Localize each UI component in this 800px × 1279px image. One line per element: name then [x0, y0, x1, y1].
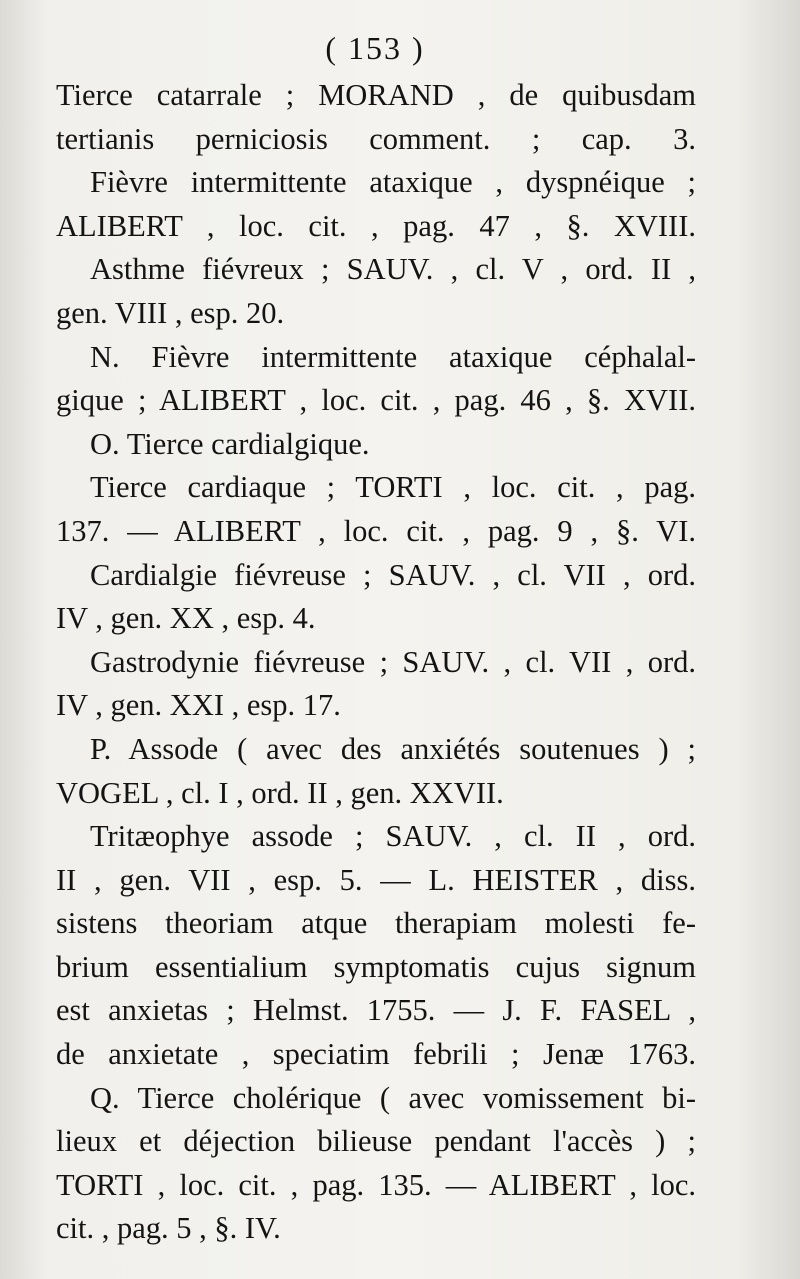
text-line: N. Fièvre intermittente ataxique céphalal- [90, 339, 696, 374]
text-line: Asthme fiévreux ; SAUV. , cl. V , ord. II , [90, 252, 696, 287]
text-line: Fièvre intermittente ataxique , dyspnéique ; [90, 165, 696, 200]
text-line: O. Tierce cardialgique. [90, 426, 370, 461]
text-line: Tierce cardiaque ; TORTI , loc. cit. , pag. [90, 470, 696, 505]
text-line: Q. Tierce cholérique ( avec vomissement bi- [90, 1080, 696, 1115]
text-line: P. Assode ( avec des anxiétés soutenues ) ; [90, 731, 696, 766]
text-line: gique ; ALIBERT , loc. cit. , pag. 46 , §. XVII. [56, 383, 696, 418]
text-line: sistens theoriam atque therapiam molesti fe- [56, 906, 696, 941]
text-line: est anxietas ; Helmst. 1755. — J. F. FASEL , [56, 993, 696, 1028]
text-line: de anxietate , speciatim febrili ; Jenæ 1763. [56, 1037, 696, 1072]
text-line: IV , gen. XXI , esp. 17. [56, 688, 341, 723]
text-line: IV , gen. XX , esp. 4. [56, 601, 316, 636]
text-line: 137. — ALIBERT , loc. cit. , pag. 9 , §. VI. [56, 513, 696, 548]
text-line: Cardialgie fiévreuse ; SAUV. , cl. VII , ord. [90, 557, 696, 592]
text-line: lieux et déjection bilieuse pendant l'accès ) ; [56, 1124, 696, 1159]
body-text [56, 74, 696, 1251]
text-line: tertianis perniciosis comment. ; cap. 3. [56, 121, 696, 156]
text-line: VOGEL , cl. I , ord. II , gen. XXVII. [56, 775, 504, 810]
text-line: Gastrodynie fiévreuse ; SAUV. , cl. VII , ord. [90, 644, 696, 679]
page-number: ( 153 ) [325, 30, 425, 66]
text-line: Tierce catarrale ; MORAND , de quibusdam [56, 78, 696, 112]
text-line: Tritæophye assode ; SAUV. , cl. II , ord. [90, 819, 696, 854]
text-line: cit. , pag. 5 , §. IV. [56, 1211, 281, 1246]
text-line: TORTI , loc. cit. , pag. 135. — ALIBERT , loc. [56, 1167, 696, 1202]
text-line: II , gen. VII , esp. 5. — L. HEISTER , diss. [56, 862, 696, 897]
text-line: ALIBERT , loc. cit. , pag. 47 , §. XVIII. [56, 208, 696, 243]
text-line: brium essentialium symptomatis cujus signum [56, 949, 696, 984]
text-line: gen. VIII , esp. 20. [56, 295, 285, 330]
